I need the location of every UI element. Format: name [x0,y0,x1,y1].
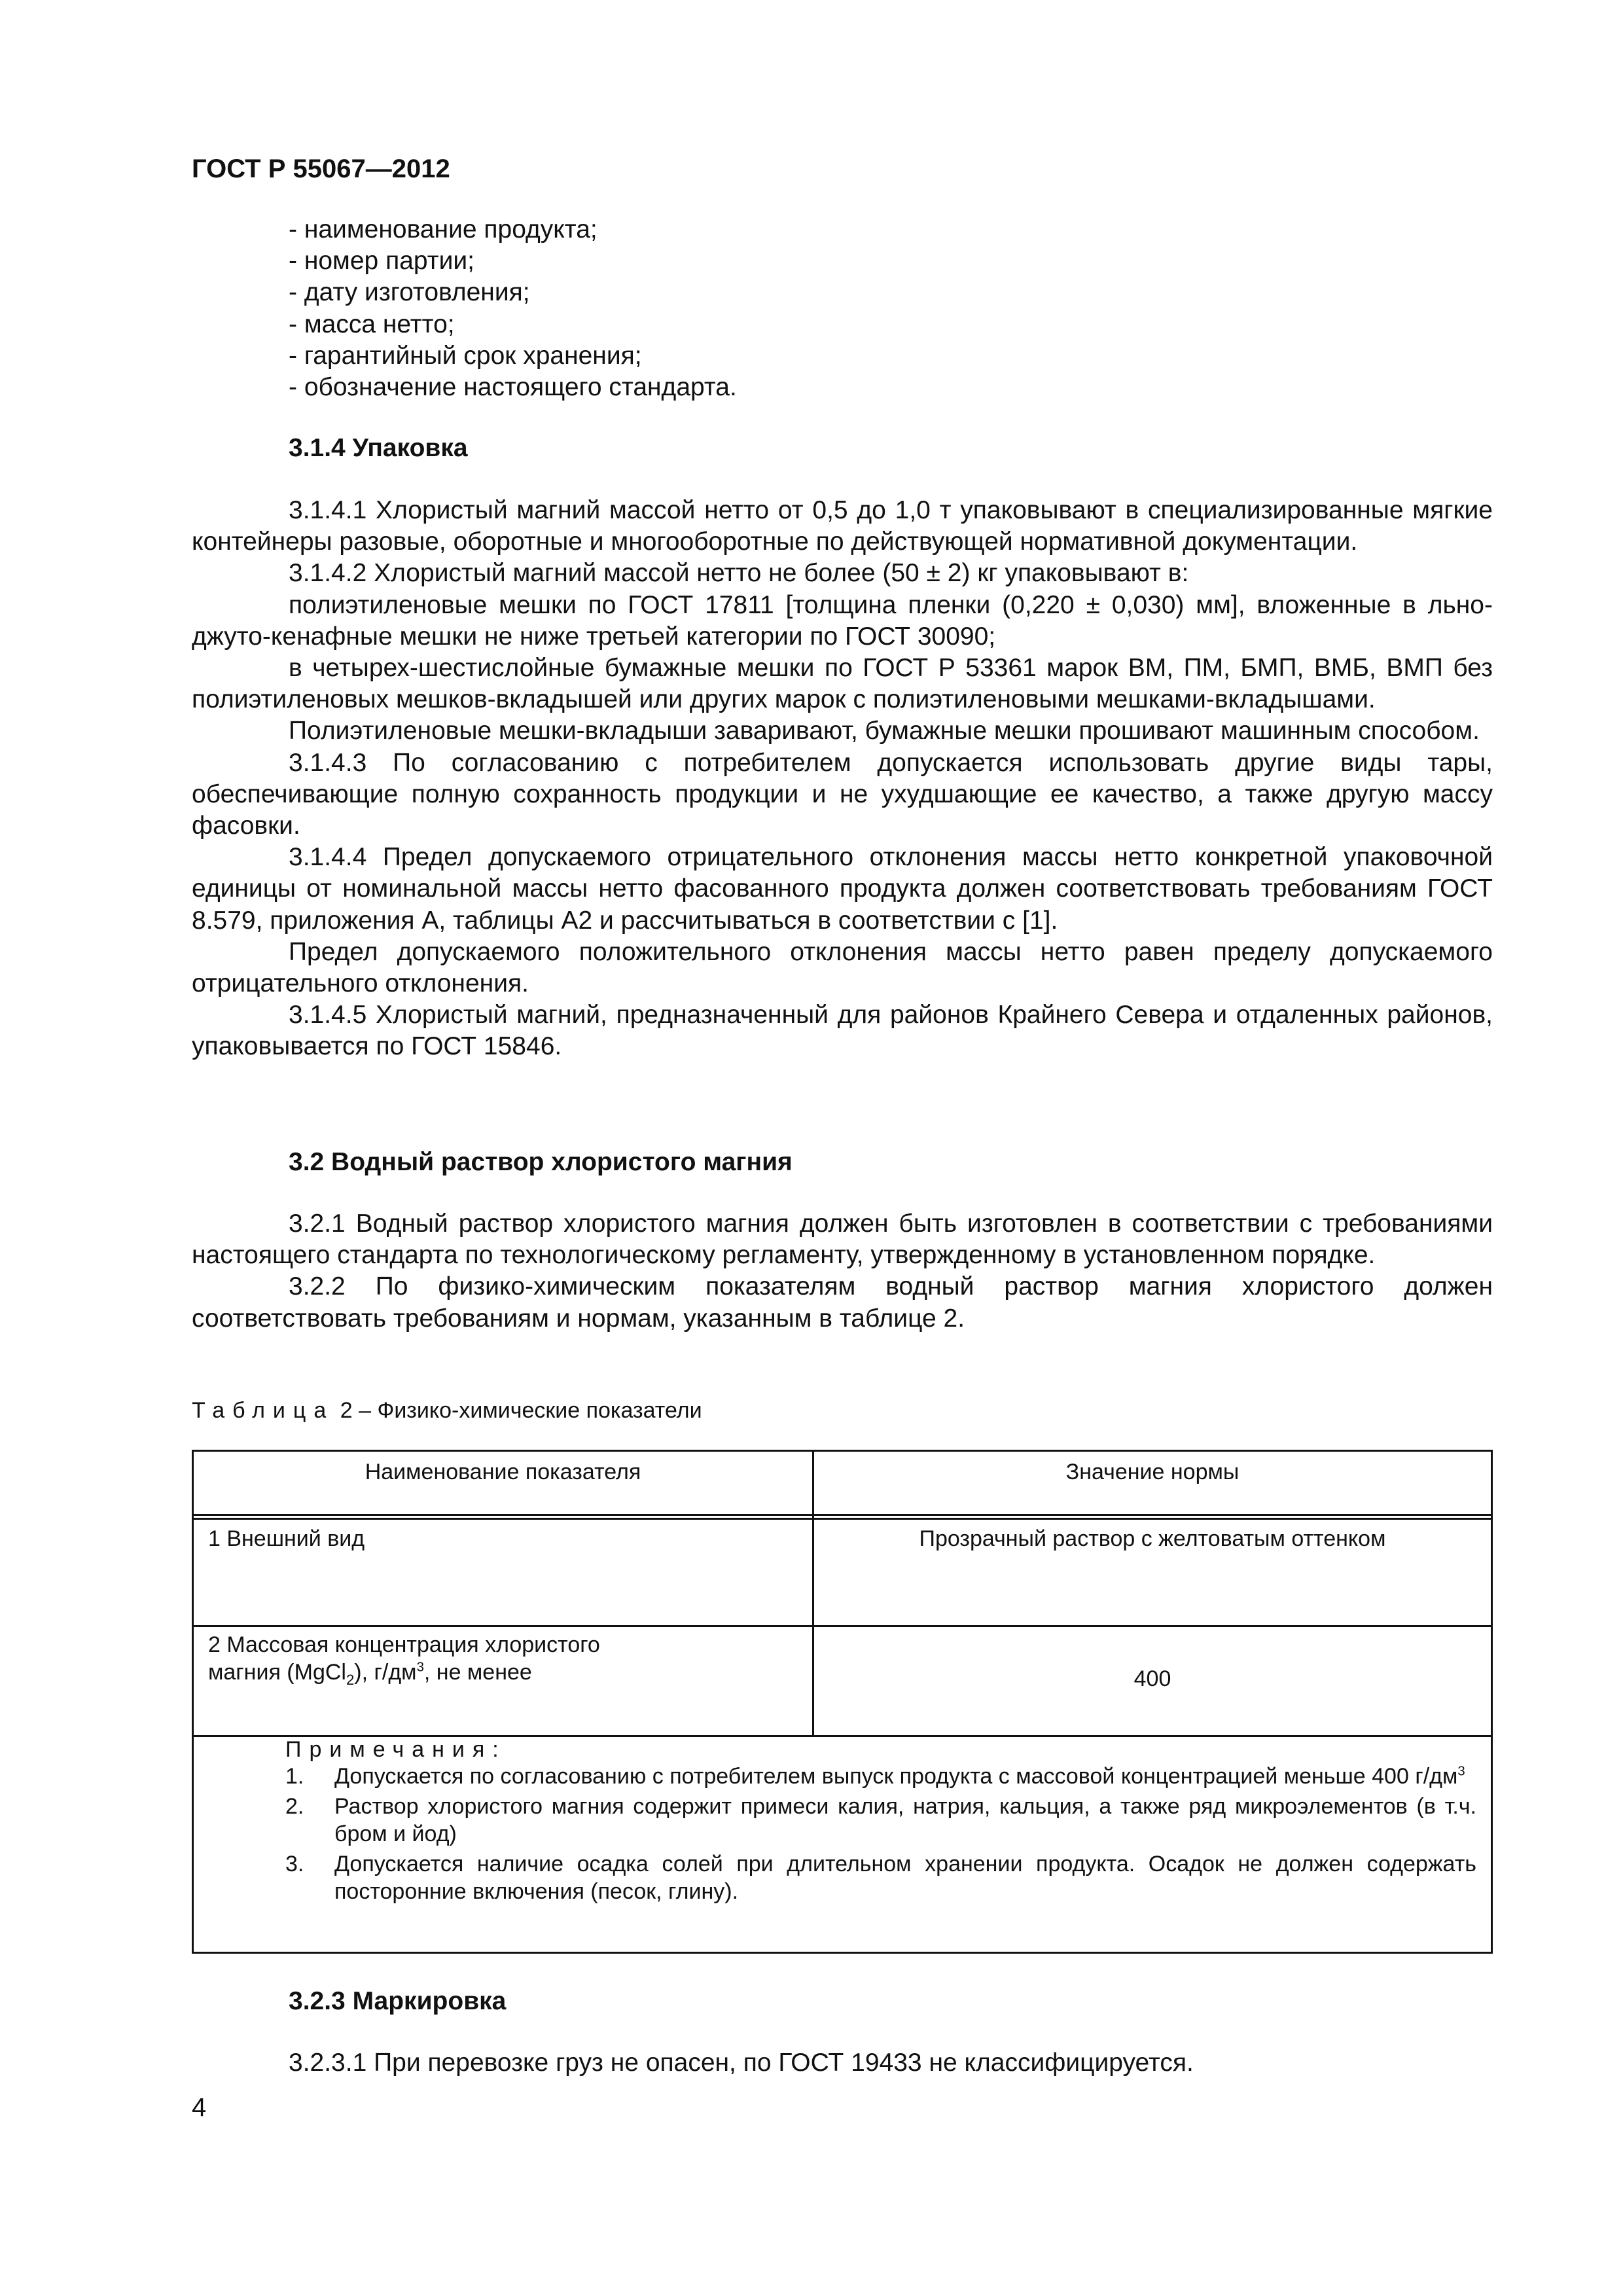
paragraph-3-1-4-5: 3.1.4.5 Хлористый магний, предназначенный для районов Крайнего Севера и отдаленных районов, упаковывается по ГОСТ 15846. [192,1001,1493,1061]
note-item [285,1763,1476,1790]
notes-title: Примечания: [285,1737,507,1762]
heading-text: 3.1.4 Упаковка [289,434,468,462]
paragraph-3-2-2: 3.2.2 По физико-химическим показателям водный раствор магния хлористого должен соответствовать требованиям и нормам, указанным в таблице 2. [192,1272,1493,1333]
note-item [285,1793,1476,1848]
list-item: - номер партии; [289,247,474,276]
heading-text: 3.2.3 Маркировка [289,1987,507,2015]
note-item [285,1850,1476,1905]
paragraph-positive-deviation: Предел допускаемого положительного отклонения массы нетто равен пределу допускаемого отрицательного отклонения. [192,937,1493,998]
note-number: 3. [285,1852,304,1876]
row2-name-part: ), г/дм [354,1660,417,1685]
note-text: Допускается по согласованию с потребителем выпуск продукта с массовой концентрацией меньше 400 г/дм [334,1764,1458,1789]
note-superscript: 3 [1457,1764,1465,1779]
section-3-2-body [192,1208,1493,1335]
section-heading-3-2-3 [192,1986,1493,2017]
paragraph-3-1-4-1: 3.1.4.1 Хлористый магний массой нетто от 0,5 до 1,0 т упаковывают в специализированные мягкие контейнеры разовые, оборотные и многооборотные по действующей нормативной документации. [192,496,1493,556]
table-header-cell: Значение нормы [1065,1460,1240,1484]
table-rule [194,1518,1491,1520]
section-heading-3-2 [192,1147,1493,1178]
note-text: Допускается наличие осадка солей при длительном хранении продукта. Осадок не должен содержать посторонние включения (песок, глину). [334,1852,1476,1904]
row2-subscript: 2 [346,1671,355,1688]
section-heading-3-1-4 [192,433,1493,464]
list-item: - наименование продукта; [289,215,597,243]
list-item: - дату изготовления; [289,278,530,307]
table-physchem [192,1450,1493,1954]
table-cell-row2-name [208,1631,797,1686]
table-column-divider [812,1452,814,1735]
table-notes [285,1736,1476,1905]
section-3-1-4-body [192,495,1493,1063]
document-header: ГОСТ Р 55067—2012 [192,154,450,183]
note-number: 2. [285,1794,304,1819]
row2-superscript: 3 [416,1660,424,1675]
row2-name-part: , не менее [423,1660,532,1685]
table-caption [192,1396,702,1425]
list-item: - гарантийный срок хранения; [289,341,642,370]
row2-name-line1: 2 Массовая концентрация хлористого [208,1632,600,1657]
row2-name-line2 [208,1659,797,1686]
table-cell-row1-name: 1 Внешний вид [208,1526,365,1551]
paragraph-liners: Полиэтиленовые мешки-вкладыши заваривают, бумажные мешки прошивают машинным способом. [289,717,1480,745]
table-cell-row2-value: 400 [1133,1666,1171,1691]
marking-list [192,214,1493,403]
page-number: 4 [192,2093,207,2122]
paragraph-pe-bags: полиэтиленовые мешки по ГОСТ 17811 [толщина пленки (0,220 ± 0,030) мм], вложенные в льно-джуто-кенафные мешки не ниже третьей категории по ГОСТ 30090; [192,590,1493,651]
note-number: 1. [285,1764,304,1789]
row2-name-part: магния (MgCl [208,1660,346,1685]
table-cell-row1-value: Прозрачный раствор с желтоватым оттенком [919,1526,1386,1551]
list-item: - обозначение настоящего стандарта. [289,373,737,402]
section-3-2-3-body [192,2047,1493,2079]
paragraph-3-1-4-4: 3.1.4.4 Предел допускаемого отрицательного отклонения массы нетто конкретной упаковочной единицы от номинальной массы нетто фасованного продукта должен соответствовать требованиям ГОСТ 8.579, приложения А, таблицы А2 и рассчитываться в соответствии с [1]. [192,843,1493,935]
note-text: Раствор хлористого магния содержит примеси калия, натрия, кальция, а также ряд микроэлементов (в т.ч. бром и йод) [334,1794,1476,1846]
paragraph-3-1-4-2: 3.1.4.2 Хлористый магний массой нетто не более (50 ± 2) кг упаковывают в: [289,559,1189,588]
table-rule [194,1514,1491,1516]
list-item: - масса нетто; [289,310,455,338]
heading-text: 3.2 Водный раствор хлористого магния [289,1148,793,1176]
paragraph-paper-bags: в четырех-шестислойные бумажные мешки по ГОСТ Р 53361 марок ВМ, ПМ, БМП, ВМБ, ВМП без полиэтиленовых мешков-вкладышей или других марок с полиэтиленовыми мешками-вкладышами. [192,654,1493,714]
paragraph-3-1-4-3: 3.1.4.3 По согласованию с потребителем допускается использовать другие виды тары, обеспечивающие полную сохранность продукции и не ухудшающие ее качество, а также другую массу фасовки. [192,748,1493,840]
table-caption-title: 2 – Физико-химические показатели [334,1398,702,1423]
table-header-cell: Наименование показателя [365,1460,641,1484]
paragraph-3-2-1: 3.2.1 Водный раствор хлористого магния должен быть изготовлен в соответствии с требованиями настоящего стандарта по технологическому регламенту, утвержденному в установленном порядке. [192,1210,1493,1270]
table-rule [194,1625,1491,1627]
table-caption-word: Таблица [192,1398,334,1423]
paragraph-3-2-3-1: 3.2.3.1 При перевозке груз не опасен, по ГОСТ 19433 не классифицируется. [289,2049,1194,2077]
